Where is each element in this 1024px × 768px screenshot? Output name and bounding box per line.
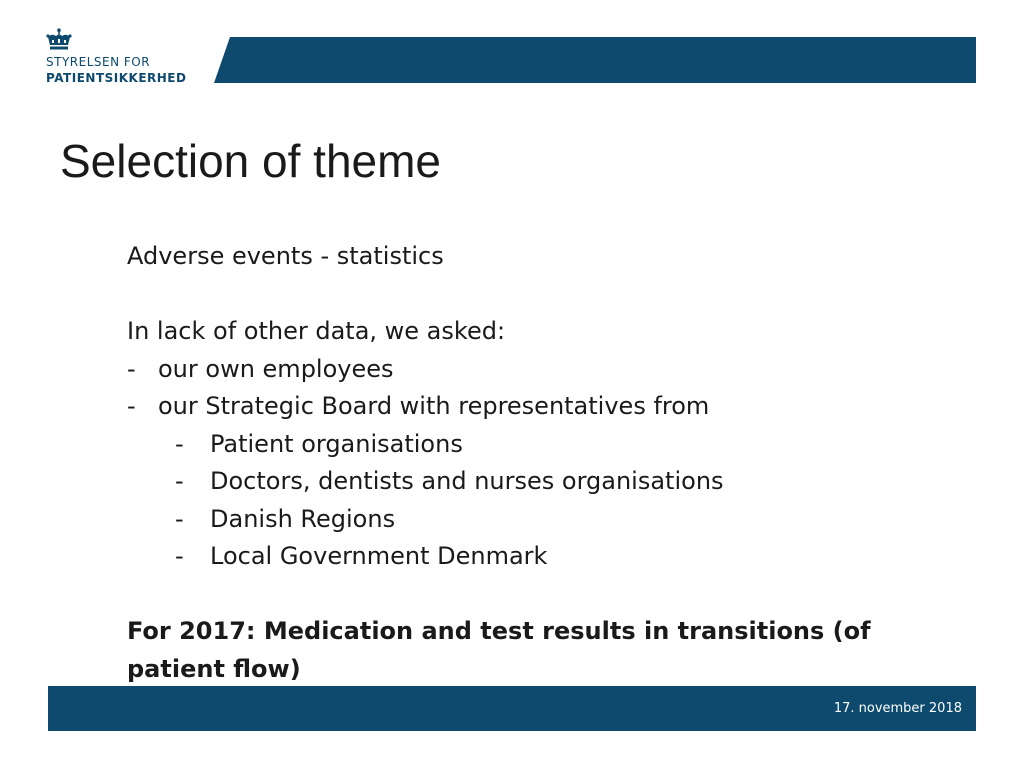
bullet-text: our Strategic Board with representatives from [158,392,710,420]
sub-bullet-text: Danish Regions [210,504,396,533]
footer-date: 17. november 2018 [833,701,962,716]
bullet-text: our own employees [158,354,394,383]
spacer [127,276,947,314]
bullet-item [127,351,947,389]
sub-bullet-text: Local Government Denmark [210,542,548,570]
logo-text-line2: PATIENTSIKKERHED [46,71,187,85]
body-heading: Adverse events - statistics [127,242,444,270]
footer-band [48,686,976,731]
slide-body [127,238,947,688]
sub-bullet-dash: - [175,429,184,458]
body-intro: In lack of other data, we asked: [127,317,506,345]
sub-bullet-item [127,463,947,501]
logo-text-line1: STYRELSEN FOR [46,55,151,69]
sub-bullet-item [127,501,947,539]
bullet-dash: - [127,354,136,383]
spacer [127,576,947,614]
sub-bullet-text: Patient organisations [210,429,463,458]
sub-bullet-dash: - [175,542,184,570]
sub-bullet-text: Doctors, dentists and nurses organisations [210,467,724,495]
header-band [214,37,976,83]
body-conclusion: For 2017: Medication and test results in transitions (of patient flow) [127,617,871,683]
bullet-item [127,388,947,426]
slide-title: Selection of theme [60,135,442,187]
sub-bullet-dash: - [175,504,184,533]
sub-bullet-item [127,426,947,464]
sub-bullet-dash: - [175,467,184,495]
agency-logo [46,28,206,88]
crown-icon [46,28,72,52]
bullet-dash: - [127,392,136,420]
sub-bullet-item [127,538,947,576]
